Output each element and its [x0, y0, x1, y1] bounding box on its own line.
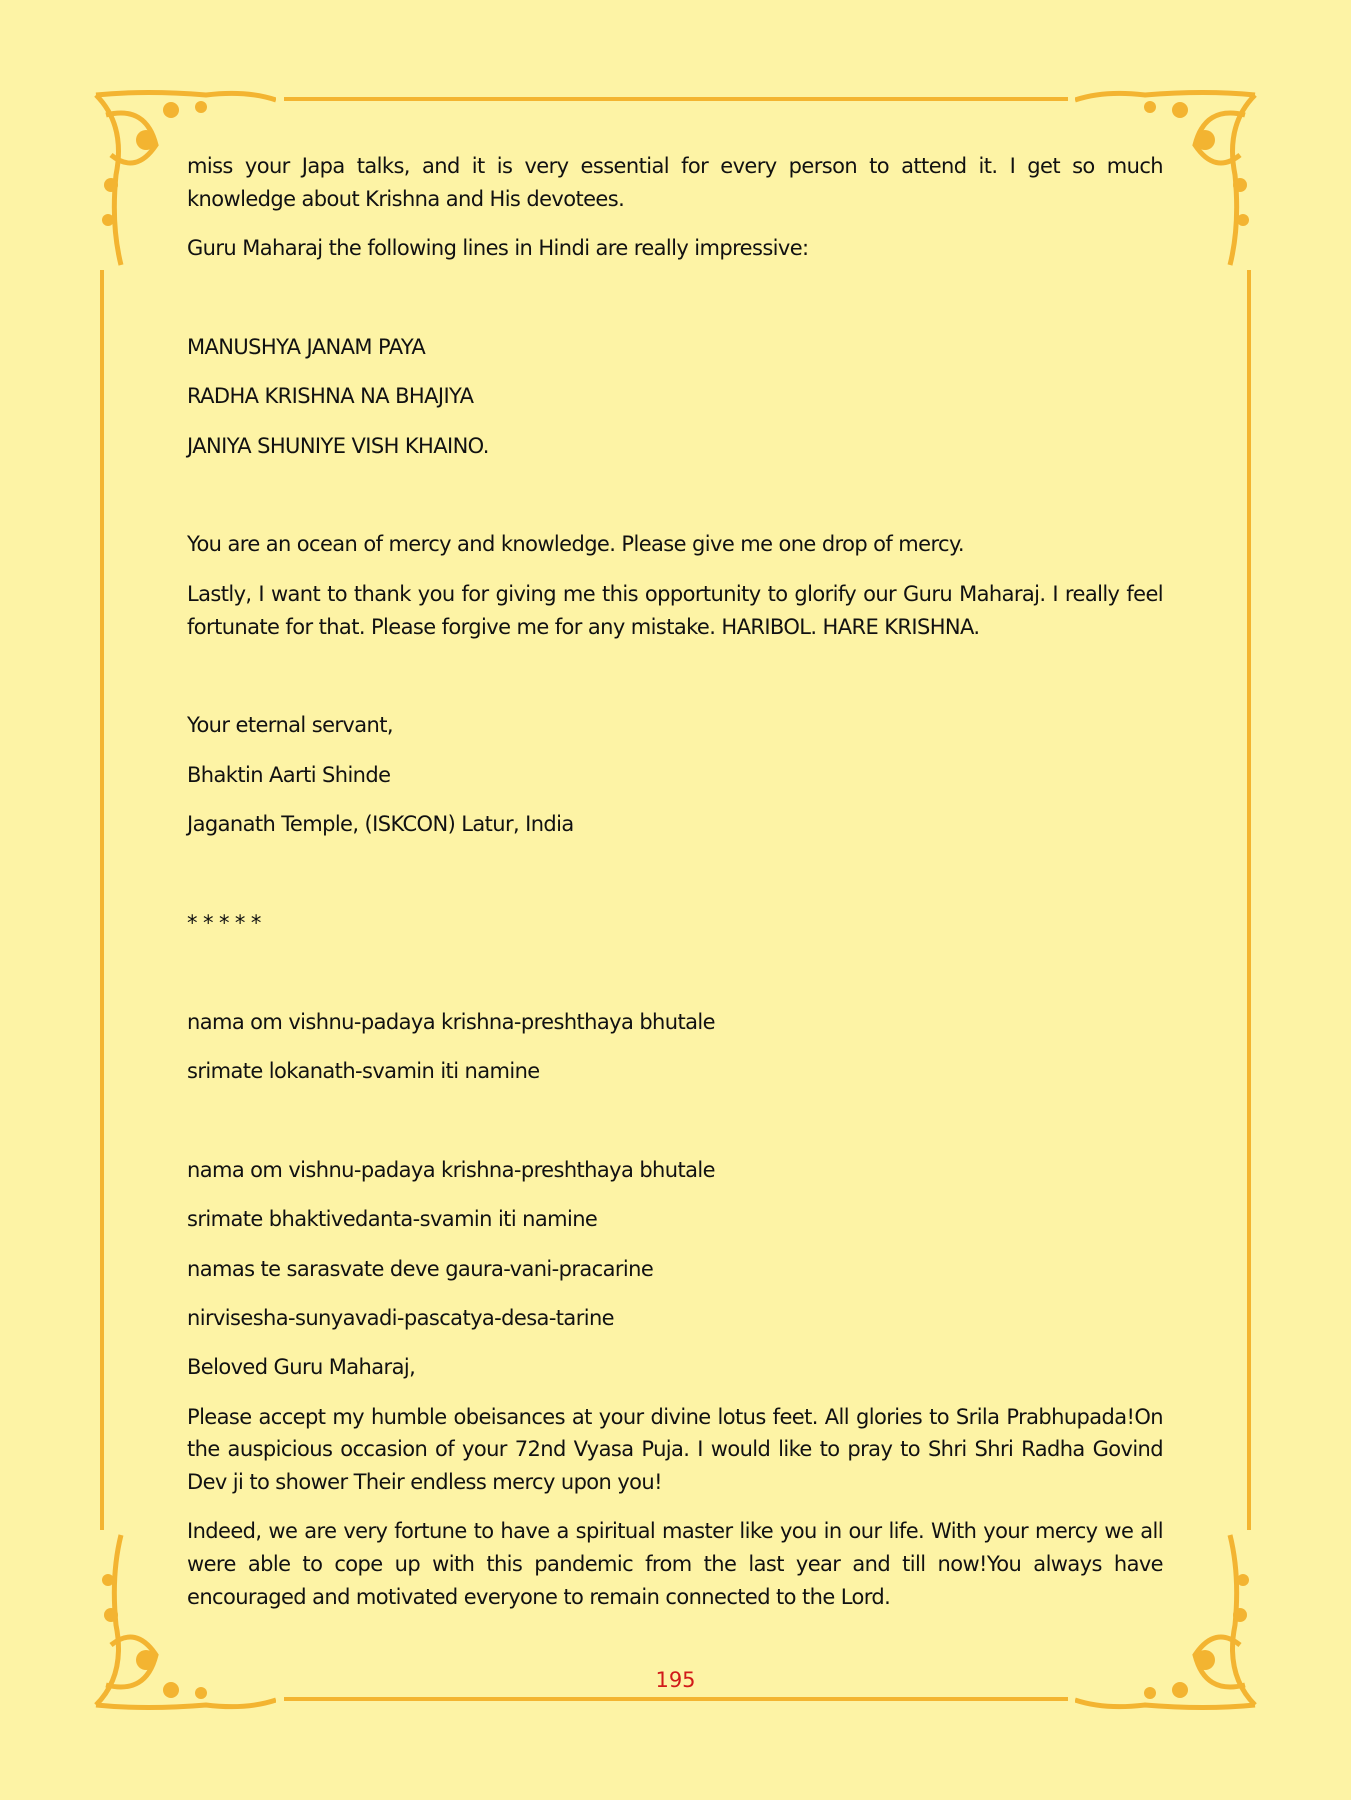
blank-line [187, 1104, 1163, 1137]
paragraph: miss your Japa talks, and it is very essential for every person to attend it. I get so much knowledge about Krishna and His devotees. [187, 154, 1163, 211]
paragraph: You are an ocean of mercy and knowledge. Please give me one drop of mercy. [187, 532, 964, 557]
blank-line [187, 479, 1163, 512]
paragraph: RADHA KRISHNA NA BHAJIYA [187, 384, 474, 409]
blank-line [187, 956, 1163, 989]
paragraph: srimate bhaktivedanta-svamin iti namine [187, 1207, 598, 1232]
paragraph: Guru Maharaj the following lines in Hindi are really impressive: [187, 236, 809, 261]
paragraph: Indeed, we are very fortune to have a spiritual master like you in our life. With your mercy we all were able to cope up with this pandemic from the last year and till now!You always have encouraged and motivated everyone to remain connected to the Lord. [187, 1519, 1163, 1609]
border-right-line [1247, 270, 1251, 1530]
page-number: 195 [655, 1668, 696, 1692]
paragraph: nama om vishnu-padaya krishna-preshthaya bhutale [187, 1009, 715, 1034]
border-bottom-line [284, 1697, 1068, 1701]
paragraph: Lastly, I want to thank you for giving me this opportunity to glorify our Guru Maharaj. I really feel fortunate for that. Please forgive me for any mistake. HARIBOL. HARE KRISHNA. [187, 581, 1163, 639]
paragraph: * * * * * [187, 910, 261, 935]
paragraph: srimate lokanath-svamin iti namine [187, 1058, 540, 1083]
paragraph: nirvisesha-sunyavadi-pascatya-desa-tarine [187, 1305, 614, 1330]
paragraph: Please accept my humble obeisances at your divine lotus feet. All glories to Srila Prabhupada!On the auspicious occasion of your 72nd Vyasa Puja. I would like to pray to Shri Shri Radha Govind Dev ji to shower Their endless mercy upon you! [187, 1404, 1163, 1495]
paragraph: Jaganath Temple, (ISKCON) Latur, India [187, 812, 574, 837]
paragraph: MANUSHYA JANAM PAYA [187, 334, 426, 359]
border-top-line [284, 97, 1068, 101]
paragraph: Bhaktin Aarti Shinde [187, 762, 391, 787]
paragraph: JANIYA SHUNIYE VISH KHAINO. [187, 433, 489, 458]
blank-line [187, 857, 1163, 890]
paragraph: Beloved Guru Maharaj, [187, 1355, 416, 1380]
paragraph: namas te sarasvate deve gaura-vani-pracarine [187, 1256, 654, 1281]
border-left-line [100, 270, 104, 1530]
blank-line [187, 660, 1163, 693]
paragraph: nama om vishnu-padaya krishna-preshthaya bhutale [187, 1157, 715, 1182]
paragraph: Your eternal servant, [187, 713, 393, 738]
blank-line [187, 281, 1163, 314]
page-body [187, 150, 1163, 1630]
